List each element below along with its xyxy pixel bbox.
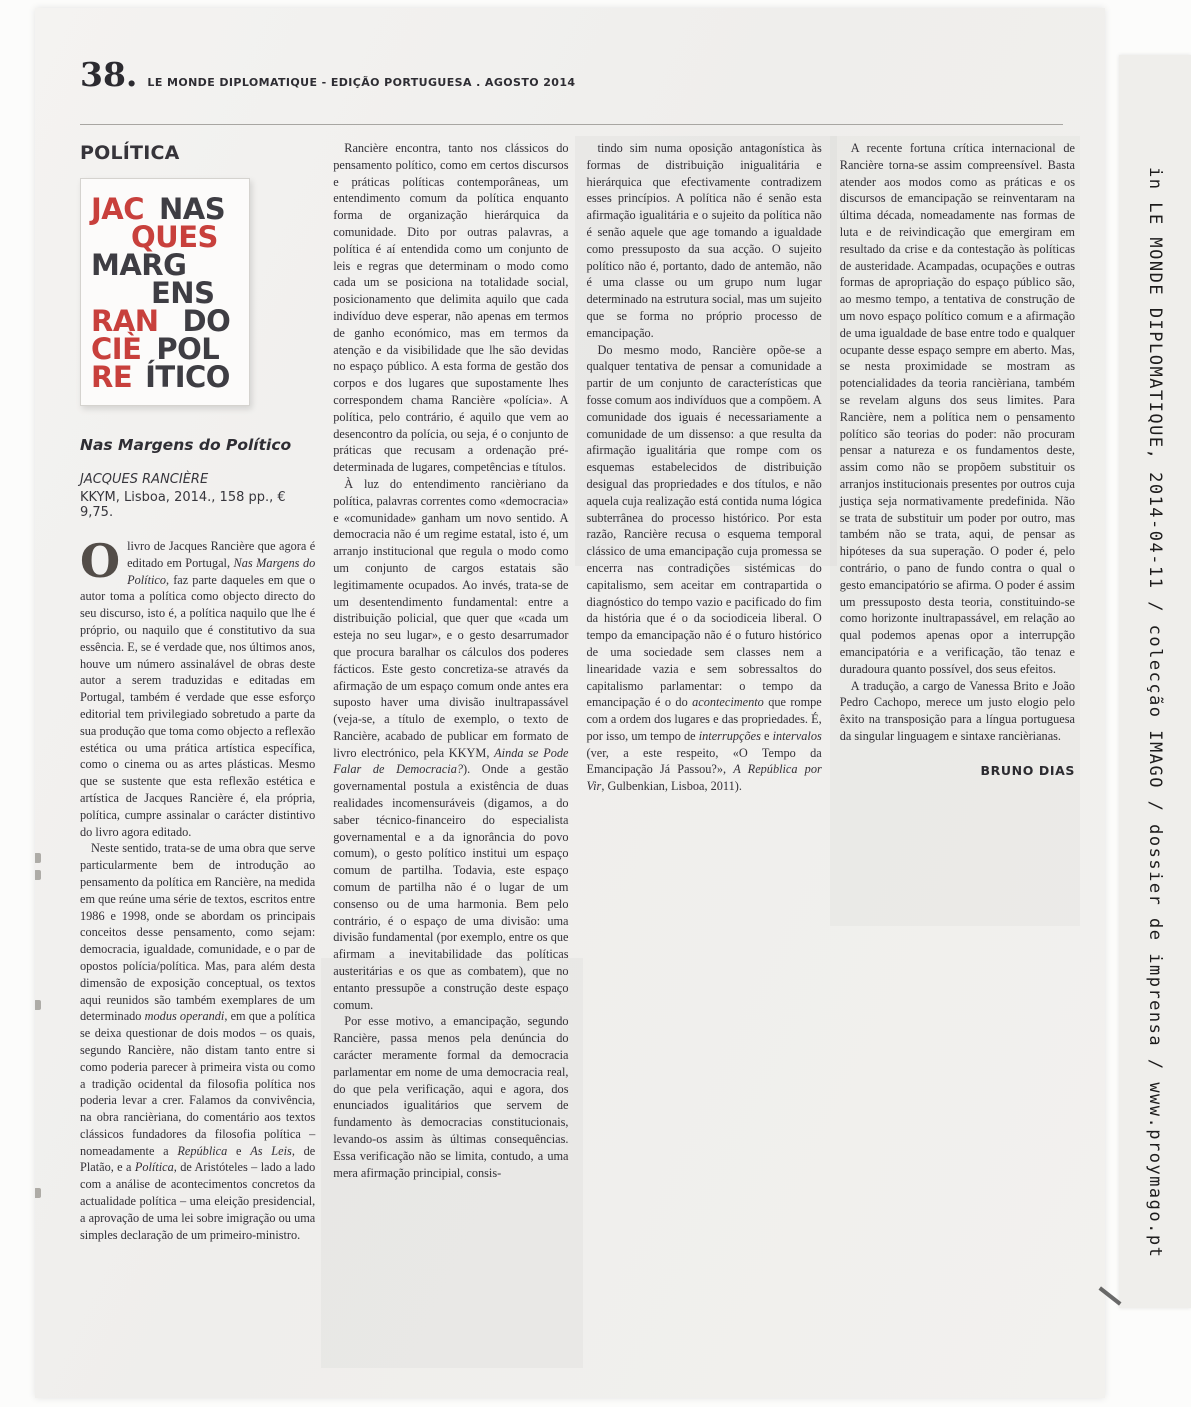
section-label: POLÍTICA [80, 142, 180, 164]
cover-line [91, 220, 239, 254]
column-text [840, 140, 1075, 745]
punch-hole [35, 853, 41, 863]
punch-hole [35, 1000, 41, 1010]
column-text [587, 140, 822, 795]
cover-line [91, 360, 239, 394]
book-publisher: KKYM, Lisboa, 2014., 158 pp., € 9,75. [80, 490, 286, 520]
article-paragraph: Olivro de Jacques Rancière que agora é editado em Portugal, Nas Margens do Político, faz parte daqueles em que o autor toma a política como objecto directo do seu discurso, isto é, a política naquilo que lhe é próprio, ou naquilo que é constitutivo da sua essência. E, se é verdade que, nos últimos anos, houve um número assinalável de obras deste autor a serem traduzidas e editadas em Portugal, também é verdade que esse esforço editorial tem privilegiado sobretudo a parte da sua produção que toma como objecto a reflexão estética ou uma prática artística específica, como o cinema ou as artes plásticas. Mesmo que se sustente que esta reflexão estética e artística de Jacques Rancière é, ela própria, política, cumpre assinalar o carácter distintivo do livro agora editado. [80, 534, 316, 839]
book-cover [80, 178, 250, 406]
column-text [80, 534, 316, 1243]
article-paragraph: A recente fortuna crítica internacional de Rancière torna-se assim compreensível. Basta atender aos modos como as práticas e os discursos de emancipação se reinventaram na última década, nomeadamente nas formas de luta e de reivindicação que emergiram em resultado da crise e da contestação às políticas de austeridade. Acampadas, ocupações e outras formas de apropriação do espaço público são, ao mesmo tempo, a tentativa de construção de um novo espaço político comum e a afirmação de uma igualdade de base entre todo e qualquer ocupante desse espaço sempre em aberto. Mas, se nesta proximidade se mostram as potencialidades da teoria rancièriana, também se revelam alguns dos seus limites. Para Rancière, nem a política nem o pensamento político são teorias do poder: não procuram pensar a natureza e os fundamentos deste, assim como não se propõem substituir os arranjos institucionais presentes por outros cuja justiça seja normativamente predefinida. Não se trata de substituir um poder por outro, mas também não se trata, aqui, de pensar as hipóteses da sua superação. O poder é, pelo contrário, o pano de fundo contra o qual o gesto emancipatório se afirma. O poder é assim um pressuposto desta teoria, constituindo-se como horizonte inultrapassável, em relação ao qual podemos apenas opor a interrupção emancipatória e a verificação, tão tenaz e duradoura quanto possível, dos seus efeitos. [839, 141, 1075, 676]
page-header [80, 55, 1063, 94]
article-paragraph: Rancière encontra, tanto nos clássicos do pensamento político, como em certos discursos e práticas políticas contemporâneas, um entendimento comum da política enquanto forma de organização hierárquica da comunidade. Dito por outras palavras, a política é aí entendida como um conjunto de leis e regras que determinam o modo como cada um se posiciona na totalidade social, posicionamento que delimita aquilo que cada indivíduo deve esperar, não apenas em termos de ganho económico, mas em termos da atenção e da visibilidade que lhe são devidas no espaço público. A esta forma de gestão dos corpos e dos lugares que supostamente lhes correspondem chama Rancière «polícia». A política, pelo contrário, é aquilo que vem ao desencontro da polícia, ou seja, é o conjunto de práticas que recusam a ordenação pré-determinada de lugares, competências e títulos. [333, 141, 569, 475]
punch-hole [35, 1188, 41, 1198]
article-column-1 [80, 140, 315, 1243]
press-clipping-strip [1119, 55, 1191, 1308]
book-author: JACQUES RANCIÈRE [80, 472, 209, 487]
masthead: LE MONDE DIPLOMATIQUE - EDIÇÃO PORTUGUESA . AGOSTO 2014 [147, 76, 576, 89]
article-paragraph: tindo sim numa oposição antagonística às formas de distribuição inigualitária e hierárquica que efectivamente contradizem esses princípios. A política não é senão esta afirmação igualitária e o sujeito da política não é senão aquele que age tomando a igualdade como pressuposto da sua acção. O sujeito político não é, portanto, dado de antemão, não é uma classe ou um grupo num lugar determinado na estrutura social, mas um sujeito que se forma no próprio processo de emancipação. [586, 141, 822, 340]
cover-word: JAC [91, 192, 145, 226]
cover-word: QUES [131, 220, 218, 254]
strip-caption: in LE MONDE DIPLOMATIQUE, 2014-04-11 / colecção IMAGO / dossier de imprensa / www.proymago.pt [1145, 167, 1165, 1259]
cover-word: RE [91, 360, 133, 394]
cover-word: MARG [91, 248, 187, 282]
cover-word: NAS [159, 192, 226, 226]
cover-word: ENS [151, 276, 215, 310]
byline: BRUNO DIAS [980, 762, 1075, 778]
drop-cap: O [80, 534, 121, 588]
article-paragraph: À luz do entendimento rancièriano da política, palavras correntes como «democracia» e «comunidade» ganham um novo sentido. A democracia não é um regime estatal, isto é, um arranjo institucional que regula o modo como um conjunto de cargos estatais são legitimamente ocupados. Ao invés, trata-se de um desentendimento fundamental: entre a distribuição policial, que quer que «cada um esteja no seu lugar», e o gesto desarrumador que procura baralhar os cálculos dos poderes fácticos. Este gesto concretiza-se através da afirmação de um espaço comum onde antes era suposto haver uma divisão inultrapassável (veja-se, a título de exemplo, o texto de Rancière, acabado de publicar em formato de livro electrónico, pela KKYM, Ainda se Pode Falar de Democracia?). Onde a gestão governamental postula a existência de duas realidades incomensuráveis (digamos, a do saber técnico-financeiro do especialista governamental e a da ignorância do povo comum), o gesto político institui um espaço comum de partilha. Todavia, este espaço comum de partilha não é o lugar de um consenso ou de uma harmonia. Bem pelo contrário, é o espaço de uma divisão: uma divisão fundamental (por exemplo, entre os que afirmam a inevitabilidade das políticas austeritárias e os que as combatem), que no entanto pressupõe a construção deste espaço comum. [333, 476, 569, 1012]
book-title: Nas Margens do Político [80, 436, 292, 454]
article-paragraph: Neste sentido, trata-se de uma obra que serve particularmente bem de introdução ao pensamento da política em Rancière, na medida em que reúne uma série de textos, escritos entre 1986 e 1998, onde se abordam os principais conceitos desse pensamento, como sejam: democracia, igualdade, comunidade, e o par de opostos polícia/política. Mas, para além desta dimensão de exposição conceptual, os textos aqui reunidos são também exemplares de um determinado modus operandi, em que a política se deixa questionar de dois modos – os quais, segundo Rancière, não distam tanto entre si como poderia parecer à primeira vista ou como a tradição ocidental da filosofia política nos poderia levar a crer. Falamos da convivência, na obra rancièriana, do comentário aos textos clássicos fundadores da filosofia política – nomeadamente a República e As Leis, de Platão, e a Política, de Aristóteles – lado a lado com a análise de acontecimentos concretos da actualidade política – uma eleição presidencial, a aprovação de uma lei sobre imigração ou uma simples declaração de um primeiro-ministro. [80, 841, 316, 1242]
column-text [333, 140, 568, 1181]
cover-word: DO [182, 304, 231, 338]
article-paragraph: Por esse motivo, a emancipação, segundo Rancière, passa menos pela denúncia do carácter meramente formal da democracia parlamentar em nome de uma democracia real, do que pela verificação, aqui e agora, dos enunciados igualitários que servem de fundamento às democracias constitucionais, levando-os assim às últimas consequências. Essa verificação não se limita, contudo, a uma mera afirmação principial, consis- [333, 1014, 569, 1180]
cover-word: ÍTICO [145, 360, 230, 394]
page-number: 38. [80, 55, 138, 94]
header-divider [80, 124, 1063, 125]
cover-line [91, 248, 239, 282]
newspaper-page [35, 8, 1105, 1398]
article-paragraph: Do mesmo modo, Rancière opõe-se a qualquer tentativa de pensar a comunidade a partir de um conjunto de características que fosse comum aos indivíduos que a compõem. A comunidade dos iguais é necessariamente a comunidade de um dissenso: a que resulta da afirmação igualitária que rompe com os esquemas estabelecidos de distribuição desigual das propriedades e dos títulos, e não aquela cuja realização está contida numa lógica subterrânea do processo histórico. Por esta razão, Rancière recusa o esquema temporal clássico de uma emancipação cuja promessa se encerra nas contradições sistémicas do capitalismo, sem aceitar em contrapartida o diagnóstico do tempo vazio e pacificado do fim da história que é o da sociodiceia liberal. O tempo da emancipação não é o futuro histórico de uma sociedade sem classes nem a linearidade vazia e sem sobressaltos do capitalismo parlamentar: o tempo da emancipação é o do acontecimento que rompe com a ordem dos lugares e das propriedades. É, por isso, um tempo de interrupções e intervalos (ver, a este respeito, «O Tempo da Emancipação Já Passou?», A República por Vir, Gulbenkian, Lisboa, 2011). [586, 342, 822, 794]
cover-line [91, 332, 239, 366]
article-paragraph: A tradução, a cargo de Vanessa Brito e João Pedro Cachopo, merece um justo elogio pelo êxito na transposição para a língua portuguesa da singular linguagem e sintaxe rancièrianas. [839, 678, 1075, 743]
cover-line [91, 276, 239, 310]
article-content [80, 140, 1075, 1243]
article-column-3 [587, 140, 822, 1243]
cover-word: POL [156, 332, 220, 366]
cover-word: CIÈ [91, 332, 142, 366]
punch-hole [35, 870, 41, 880]
cover-line [91, 304, 239, 338]
book-info [80, 436, 315, 520]
article-column-4 [840, 140, 1075, 1243]
cover-line [91, 192, 239, 226]
cover-word: RAN [91, 304, 159, 338]
article-column-2 [333, 140, 568, 1243]
